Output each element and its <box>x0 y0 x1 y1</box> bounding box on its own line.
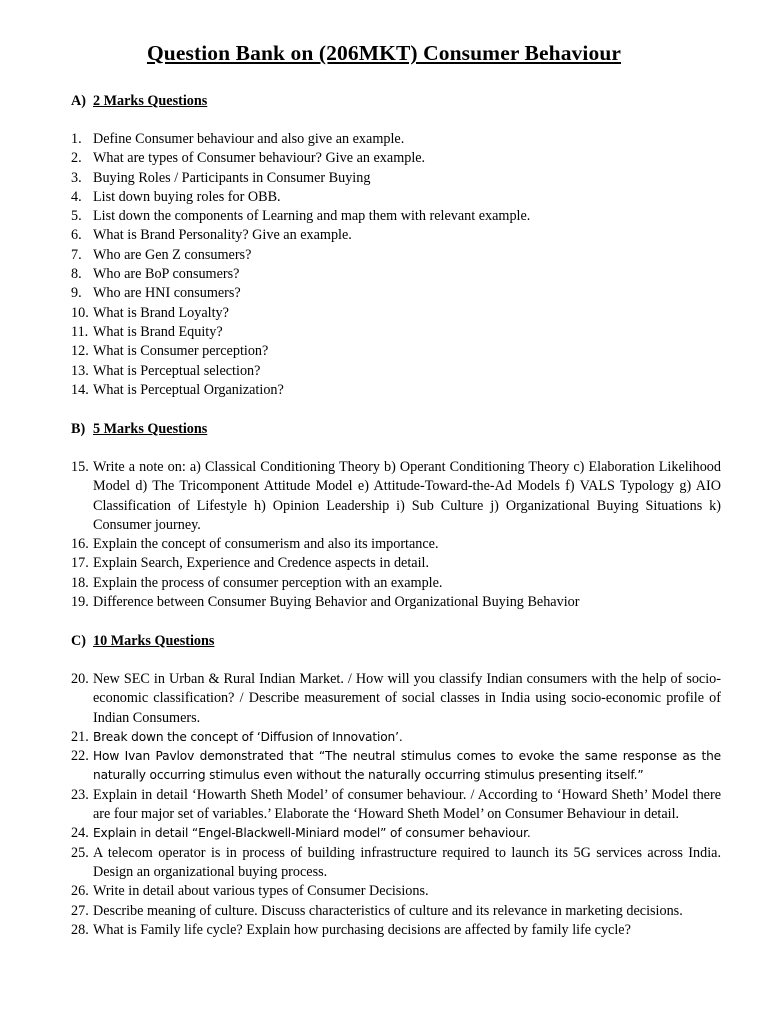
question-text: What is Family life cycle? Explain how purchasing decisions are affected by family life cycle? <box>93 921 631 938</box>
question-list-10-marks <box>71 670 721 940</box>
section-heading-2-marks <box>71 92 207 111</box>
section-label: 5 Marks Questions <box>93 421 208 437</box>
question-number: 8. <box>71 266 82 283</box>
question-item <box>71 362 721 381</box>
question-item <box>71 284 721 303</box>
question-item <box>71 882 721 901</box>
question-number: 17. <box>71 555 89 572</box>
question-number: 15. <box>71 459 89 475</box>
question-text: What is Brand Equity? <box>93 323 223 340</box>
question-number: 7. <box>71 246 82 263</box>
question-item <box>71 844 721 883</box>
question-text: Write a note on: a) Classical Conditioning Theory b) Operant Conditioning Theory c) Elaboration Likelihood Model d) The Tricomponent Attitude Model e) Attitude-Toward-the-Ad Models f) VALS Typology g) AIO Classification of Lifestyle h) Opinion Leadership i) Sub Culture j) Organizational Buying Situations k) Consumer journey. <box>93 459 721 533</box>
question-number: 5. <box>71 208 82 225</box>
question-item <box>71 458 721 535</box>
question-item <box>71 169 721 188</box>
question-item <box>71 747 721 786</box>
question-text: A telecom operator is in process of building infrastructure required to launch its 5G services across India. Design an organizational buying process. <box>93 844 721 880</box>
question-number: 11. <box>71 323 89 340</box>
page-title: Question Bank on (206MKT) Consumer Behaviour <box>146 41 622 65</box>
question-text: Who are HNI consumers? <box>93 285 241 302</box>
section-heading-10-marks <box>71 632 214 651</box>
question-text: List down the components of Learning and map them with relevant example. <box>93 208 531 225</box>
question-number: 12. <box>71 343 89 360</box>
question-text: Describe meaning of culture. Discuss characteristics of culture and its relevance in marketing decisions. <box>93 902 683 919</box>
question-number: 2. <box>71 150 82 167</box>
question-number: 22. <box>71 748 89 765</box>
question-text: List down buying roles for OBB. <box>93 188 281 205</box>
question-number: 23. <box>71 786 89 803</box>
question-number: 16. <box>71 536 89 553</box>
question-text: Buying Roles / Participants in Consumer Buying <box>93 169 371 186</box>
question-number: 1. <box>71 131 82 147</box>
question-list-2-marks <box>71 130 721 400</box>
question-text: What is Brand Loyalty? <box>93 304 229 321</box>
question-text: New SEC in Urban & Rural Indian Market. / How will you classify Indian consumers with the help of socio-economic classification? / Describe measurement of social classes in India using socio-economic profile of Indian Consumers. <box>93 671 721 726</box>
question-item <box>71 381 721 400</box>
question-item <box>71 902 721 921</box>
question-number: 27. <box>71 902 89 919</box>
question-text: Explain the process of consumer perception with an example. <box>93 574 443 591</box>
question-item <box>71 574 721 593</box>
question-number: 10. <box>71 304 89 321</box>
question-item <box>71 342 721 361</box>
question-number: 13. <box>71 362 89 379</box>
question-item <box>71 824 721 843</box>
section-label: 2 Marks Questions <box>93 93 208 109</box>
question-number: 6. <box>71 227 82 244</box>
question-number: 24. <box>71 825 89 842</box>
question-text: Who are Gen Z consumers? <box>93 246 252 263</box>
question-number: 28. <box>71 921 89 938</box>
question-number: 25. <box>71 844 89 861</box>
question-text: What is Perceptual selection? <box>93 362 261 379</box>
question-item <box>71 728 721 747</box>
section-letter: A) <box>71 93 86 109</box>
question-item <box>71 921 721 940</box>
question-item <box>71 130 721 149</box>
question-text: What is Perceptual Organization? <box>93 381 284 398</box>
question-item <box>71 535 721 554</box>
question-text: Difference between Consumer Buying Behavior and Organizational Buying Behavior <box>93 594 580 611</box>
question-text: Explain in detail ‘Howarth Sheth Model’ of consumer behaviour. / According to ‘Howard Sheth’ Model there are four major set of variables.’ Elaborate the ‘Howard Sheth Model’ on Consumer Behaviour in detail. <box>93 786 721 823</box>
question-number: 21. <box>71 728 89 745</box>
question-text: Who are BoP consumers? <box>93 266 240 283</box>
question-item <box>71 188 721 207</box>
question-item <box>71 207 721 226</box>
question-number: 20. <box>71 671 89 687</box>
question-item <box>71 246 721 265</box>
question-item <box>71 226 721 245</box>
question-text: What is Consumer perception? <box>93 343 269 360</box>
question-list-5-marks <box>71 458 721 612</box>
question-item <box>71 149 721 168</box>
question-number: 18. <box>71 574 89 591</box>
question-item <box>71 265 721 284</box>
question-item <box>71 670 721 728</box>
question-text: Explain in detail “Engel-Blackwell-Miniard model” of consumer behaviour. <box>93 826 531 841</box>
question-number: 26. <box>71 883 89 900</box>
question-text: What is Brand Personality? Give an example. <box>93 227 352 244</box>
section-heading-5-marks <box>71 420 207 439</box>
question-number: 19. <box>71 594 89 611</box>
question-text: How Ivan Pavlov demonstrated that “The neutral stimulus comes to evoke the same response as the naturally occurring stimulus even without the naturally occurring stimulus presenting itself.” <box>93 749 721 783</box>
question-number: 3. <box>71 169 82 186</box>
section-letter: C) <box>71 633 86 649</box>
question-text: Write in detail about various types of Consumer Decisions. <box>93 883 429 900</box>
question-text: Explain the concept of consumerism and also its importance. <box>93 536 439 553</box>
question-number: 4. <box>71 188 82 205</box>
question-text: Break down the concept of ‘Diffusion of Innovation’. <box>93 729 403 744</box>
question-text: Explain Search, Experience and Credence aspects in detail. <box>93 555 430 572</box>
question-item <box>71 323 721 342</box>
question-item <box>71 554 721 573</box>
question-text: What are types of Consumer behaviour? Give an example. <box>93 150 426 167</box>
question-number: 9. <box>71 285 82 302</box>
question-text: Define Consumer behaviour and also give an example. <box>93 131 405 147</box>
question-item <box>71 786 721 825</box>
section-label: 10 Marks Questions <box>93 633 215 649</box>
question-item <box>71 593 721 612</box>
question-item <box>71 304 721 323</box>
section-letter: B) <box>71 421 86 437</box>
question-number: 14. <box>71 381 89 398</box>
